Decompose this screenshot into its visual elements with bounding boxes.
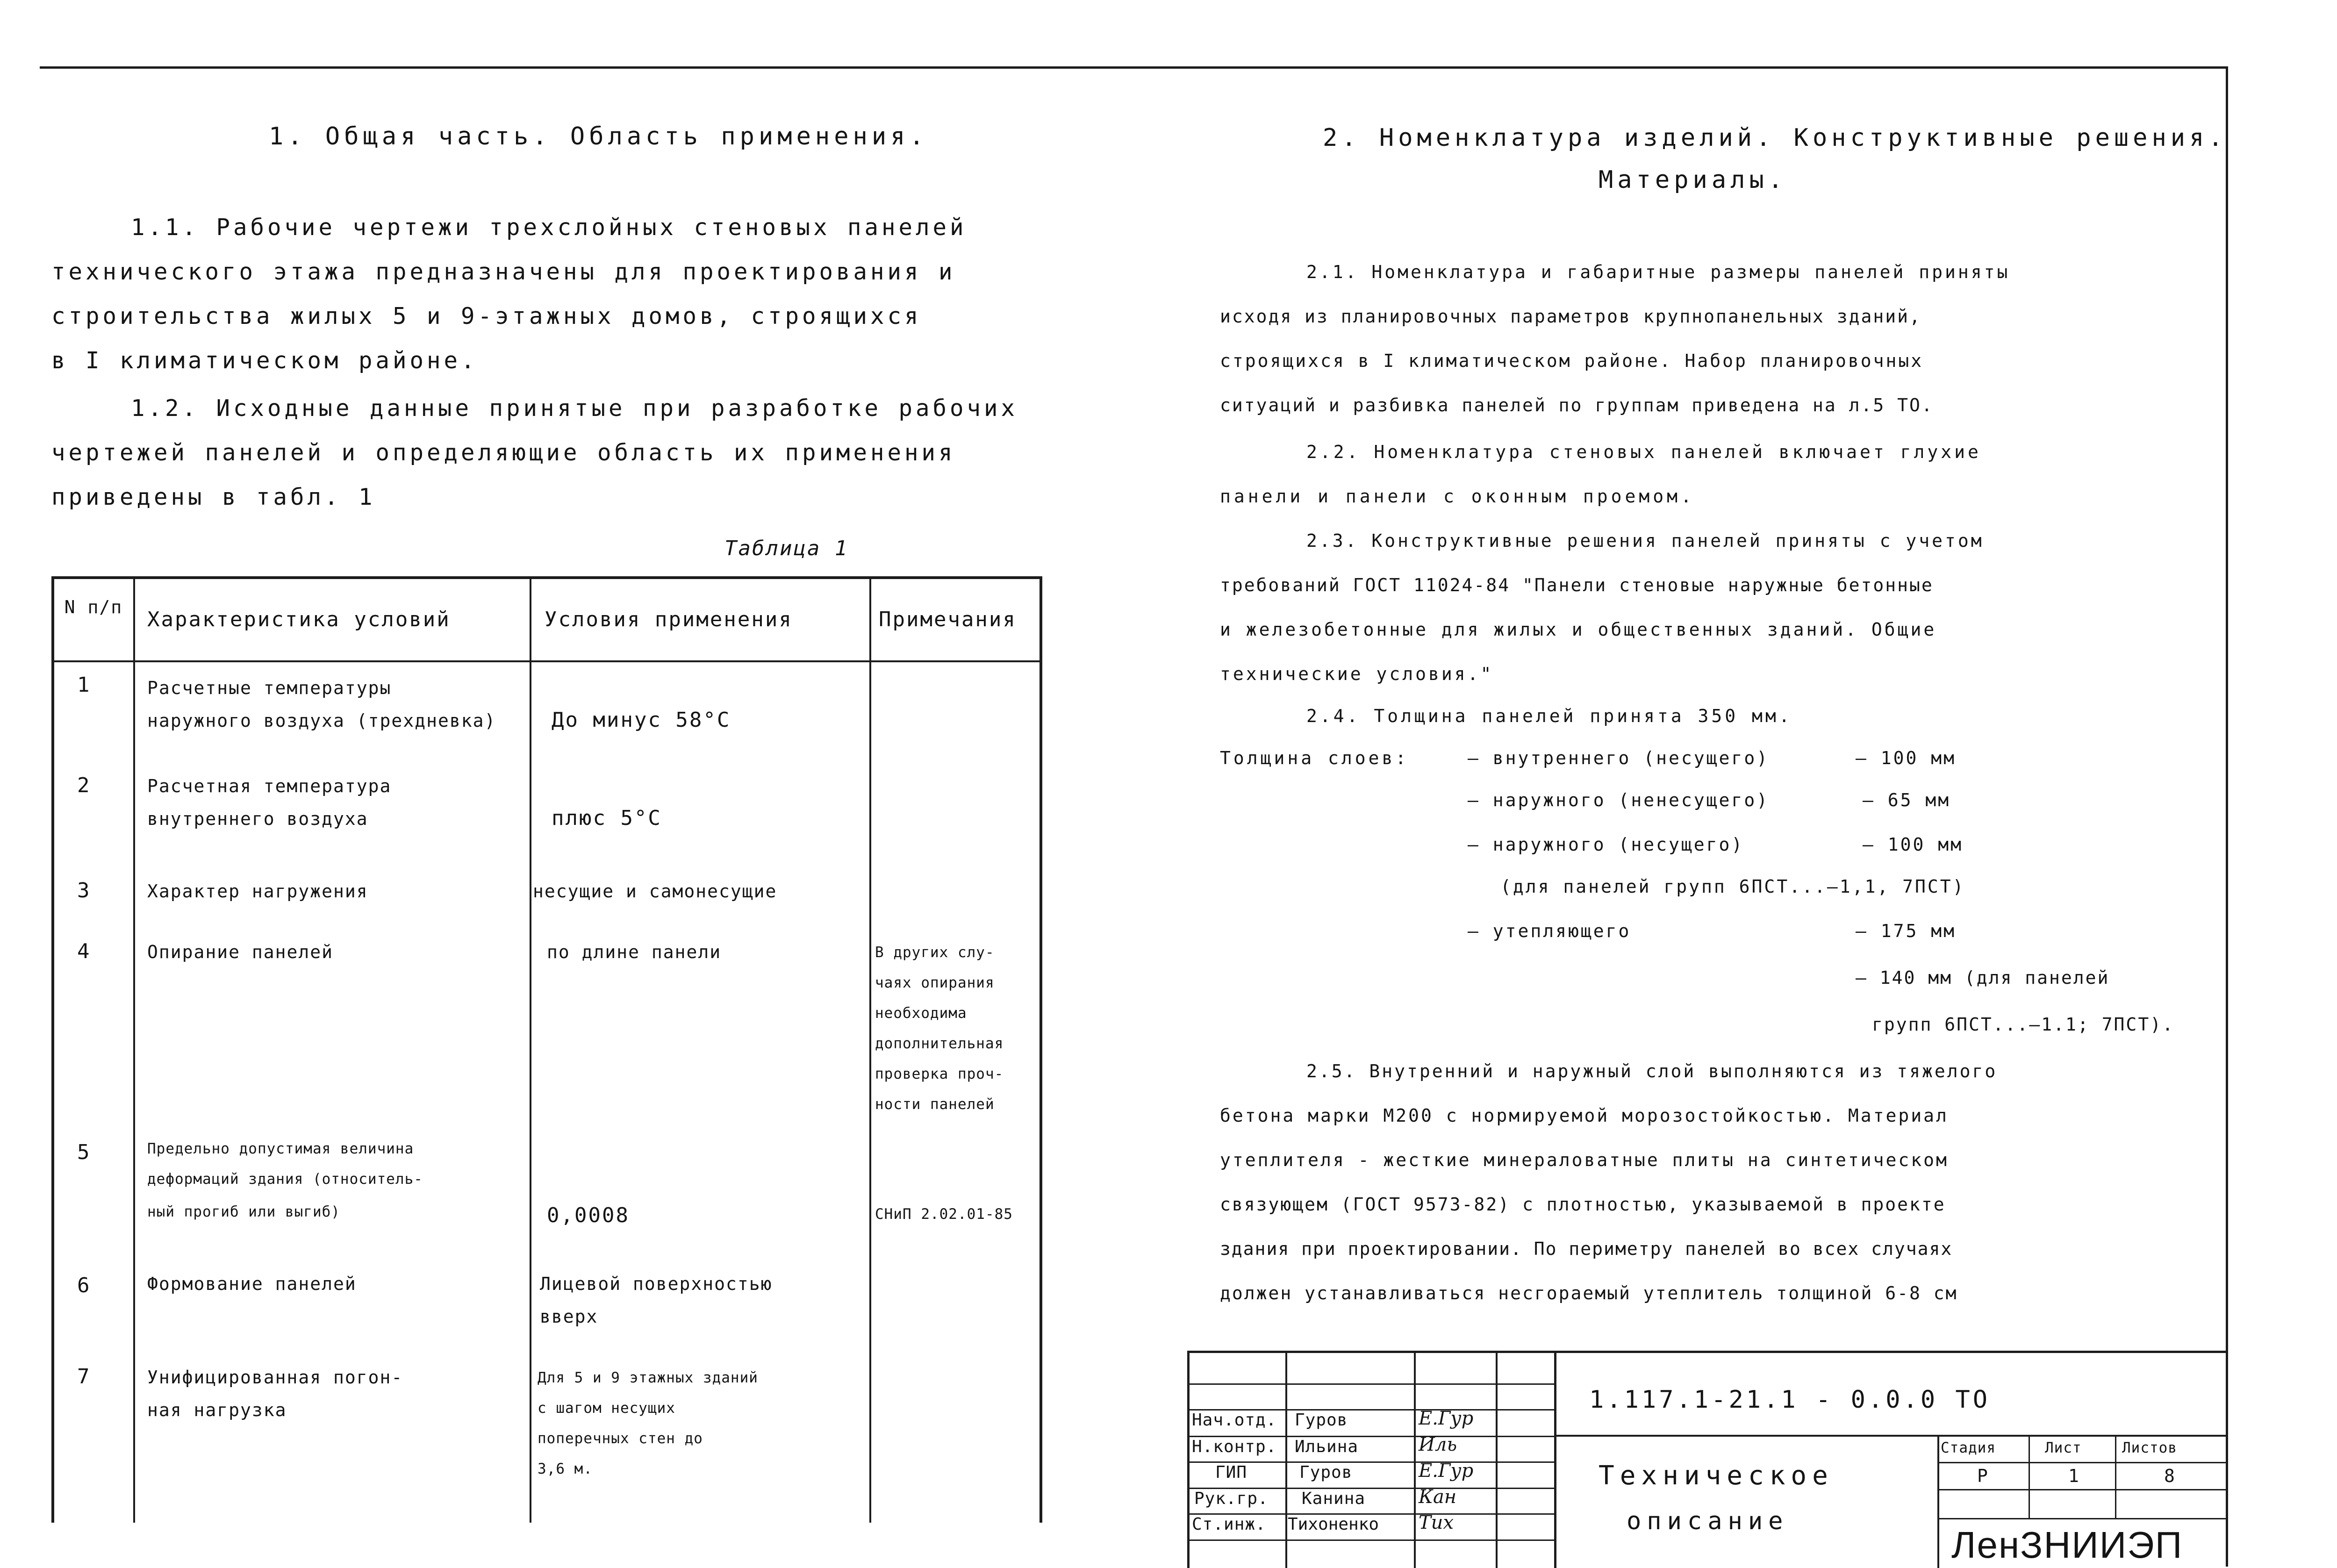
table-header-characteristic: Характеристика условий bbox=[147, 608, 451, 631]
stage-header: Стадия bbox=[1941, 1439, 1996, 1456]
organization-name: ЛенЗНИИЭП bbox=[1951, 1524, 2183, 1566]
table-header-number: N п/п bbox=[64, 597, 123, 617]
table-caption: Таблица 1 bbox=[724, 537, 849, 560]
sheet-value: 1 bbox=[2068, 1466, 2080, 1486]
signature-mark: Е.Гур bbox=[1419, 1460, 1474, 1482]
signature-mark: Иль bbox=[1419, 1434, 1457, 1455]
document-title: Техническое bbox=[1599, 1461, 1834, 1491]
signature-mark: Кан bbox=[1419, 1486, 1457, 1508]
paragraph-2-4: 2.4. Толщина панелей принята 350 мм. bbox=[1306, 706, 1792, 726]
top-border-line bbox=[40, 66, 2227, 69]
right-border-line bbox=[2226, 66, 2228, 1567]
stage-value: Р bbox=[1977, 1466, 1989, 1486]
section-1-heading: 1. Общая часть. Область применения. bbox=[269, 122, 928, 150]
table-header-conditions: Условия применения bbox=[545, 608, 793, 631]
sheet-header: Лист bbox=[2045, 1439, 2082, 1456]
signature-mark: Тих bbox=[1419, 1512, 1454, 1533]
document-title-2: описание bbox=[1627, 1507, 1789, 1535]
sheets-header: Листов bbox=[2122, 1439, 2177, 1456]
table-header-notes: Примечания bbox=[879, 608, 1017, 631]
section-2-heading-2: Материалы. bbox=[1599, 166, 1787, 194]
document-code: 1.117.1-21.1 - 0.0.0 ТО bbox=[1589, 1386, 1991, 1414]
sheets-value: 8 bbox=[2164, 1466, 2176, 1486]
signature-mark: Е.Гур bbox=[1419, 1408, 1474, 1429]
section-2-heading: 2. Номенклатура изделий. Конструктивные решения. bbox=[1323, 124, 2227, 152]
